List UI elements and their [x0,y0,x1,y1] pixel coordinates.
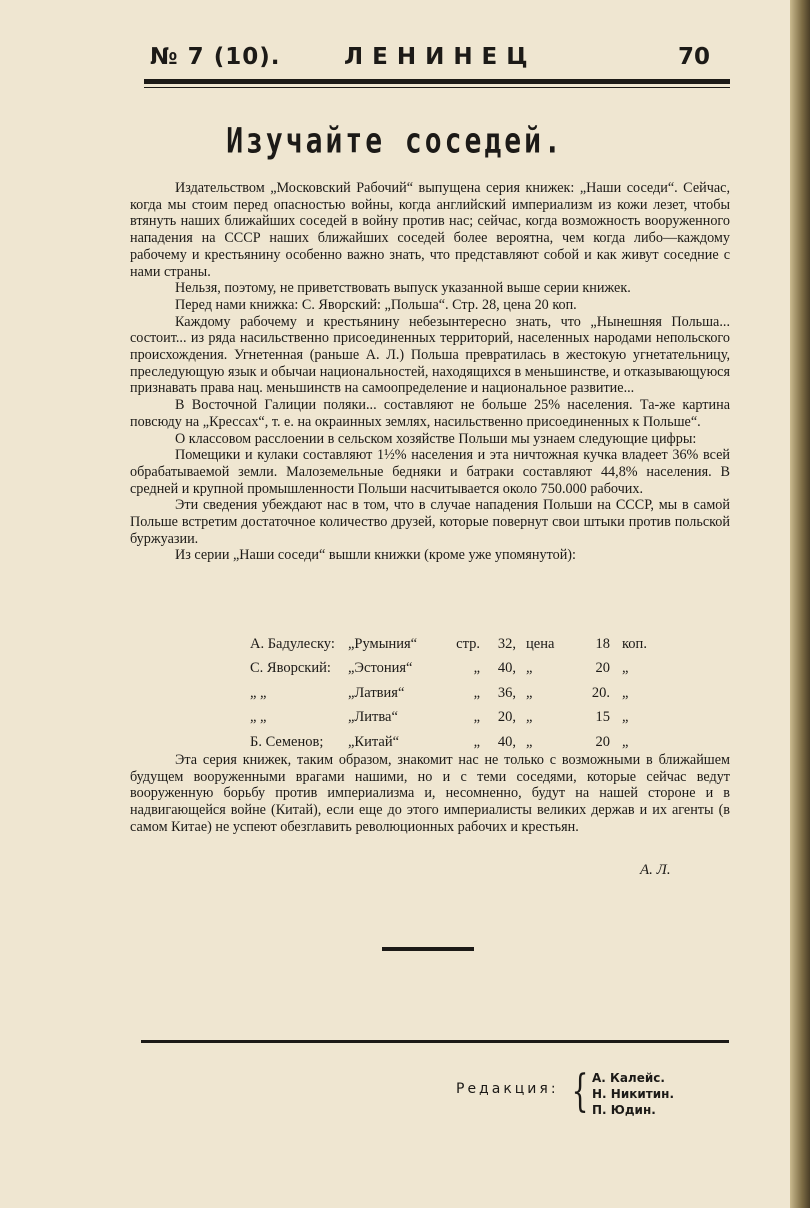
paragraph: Каждому рабочему и крестьянину небезынтересно знать, что „Нынешняя Польша... состоит... из ряда насильственно присоединенных территорий, населенных народами непольского происхождения. Угнетенная (раньше А. Л.) Польша превратилась в жестокую угнетательницу, преследующую язык и обычаи национальностей, находящихся в меньшинстве, и отказывающуюся признавать права нац. меньшинств на самоопределение и национальное развитие... [130,313,730,397]
book-title: „Латвия“ [348,684,405,701]
paragraph: Перед нами книжка: С. Яворский: „Польша“. Стр. 28, цена 20 коп. [175,296,577,313]
article-body [130,180,730,564]
book-title: „Китай“ [348,733,400,750]
article-headline: Изучайте соседей. [226,120,564,162]
pages-label: стр. [456,635,480,652]
price-label: „ [526,733,533,750]
price-label: „ [526,709,533,726]
book-title: „Румыния“ [348,635,418,652]
book-price: 20 [595,733,610,750]
paragraph: Издательством „Московский Рабочий“ выпущена серия книжек: „Наши соседи“. Сейчас, когда мы стоим перед опасностью войны, когда английский империализм из кожи лезет, чтобы втянуть наших ближайших соседей в войну против нас; сейчас, когда возможность вооруженного нападения на СССР наших ближайших соседей более вероятна, чем когда либо—каждому рабочему и крестьянину особенно важно знать, что представляют собой и как живут соседние с нами страны. [130,180,730,280]
paragraph: О классовом расслоении в сельском хозяйстве Польши мы узнаем следующие цифры: [175,430,697,447]
book-price: 15 [595,709,610,726]
book-row [250,632,660,657]
book-author: С. Яворский: [250,660,331,677]
editorial-label: Редакция: [456,1081,559,1097]
book-list [250,632,660,755]
page-header [150,44,710,78]
book-price: 20. [591,684,610,701]
editor-name: А. Калейс. [592,1071,665,1085]
book-author: Б. Семенов; [250,733,324,750]
price-unit: „ [622,684,629,701]
header-rule-thick [144,79,730,84]
footer-rule [141,1040,729,1043]
section-divider [382,947,474,951]
book-author: А. Бадулеску: [250,635,335,652]
price-unit: „ [622,733,629,750]
price-unit: коп. [622,635,647,652]
page-number: 70 [677,44,710,70]
pages-label: „ [473,709,480,726]
price-label: „ [526,684,533,701]
book-row [250,657,660,682]
author-signature: А. Л. [640,862,671,878]
book-row [250,681,660,706]
pages-label: „ [473,660,480,677]
pages-label: „ [473,684,480,701]
book-title: „Литва“ [348,709,398,726]
magazine-title: ЛЕНИНЕЦ [344,44,537,70]
book-title: „Эстония“ [348,660,413,677]
book-pages: 32, [497,635,516,652]
book-pages: 20, [497,709,516,726]
price-label: „ [526,660,533,677]
price-unit: „ [622,709,629,726]
paragraph: Помещики и кулаки составляют 1½% населения и эта ничтожная кучка владеет 36% всей обрабатываемой земли. Малоземельные бедняки и батраки составляют 44,8% населения. В средней и крупной промышленности Польши насчитывается около 750.000 рабочих. [130,447,730,497]
editor-name: П. Юдин. [592,1103,656,1117]
editorial-board [592,1070,674,1118]
paragraph: Нельзя, поэтому, не приветствовать выпуск указанной выше серии книжек. [175,280,631,297]
paragraph: Из серии „Наши соседи“ вышли книжки (кроме уже упомянутой): [175,547,576,564]
pages-label: „ [473,733,480,750]
price-label: цена [526,635,555,652]
book-price: 18 [595,635,610,652]
closing-paragraph-block [130,752,730,836]
book-row [250,730,660,755]
closing-paragraph: Эта серия книжек, таким образом, знакомит нас не только с возможными в ближайшем будущем вооруженными врагами нашими, но и с теми соседями, которые сейчас ведут вооруженную борьбу против империализма и, несомненно, будут на нашей стороне и в надвигающейся войне (Китай), если еще до этого империалисты великих держав и их агенты (в самом Китае) не успеют обезглавить революционных рабочих и крестьян. [130,752,730,835]
header-rule-thin [144,87,730,88]
editor-name: Н. Никитин. [592,1087,674,1101]
paragraph: Эти сведения убеждают нас в том, что в случае нападения Польши на СССР, мы в самой Польше встретим достаточное количество друзей, которые повернут свои штыки против польской буржуазии. [130,497,730,547]
book-author: „ „ [250,684,267,701]
book-pages: 40, [497,660,516,677]
book-price: 20 [595,660,610,677]
editorial-brace: { [571,1066,589,1117]
book-pages: 40, [497,733,516,750]
page-edge-shadow [790,0,810,1208]
issue-number: № 7 (10). [150,44,281,70]
paragraph: В Восточной Галиции поляки... составляют не больше 25% населения. Та-же картина повсюду на „Крессах“, т. е. на окраинных землях, насильственно присоединенных к Польше“. [130,397,730,430]
price-unit: „ [622,660,629,677]
book-author: „ „ [250,709,267,726]
book-row [250,706,660,731]
book-pages: 36, [497,684,516,701]
